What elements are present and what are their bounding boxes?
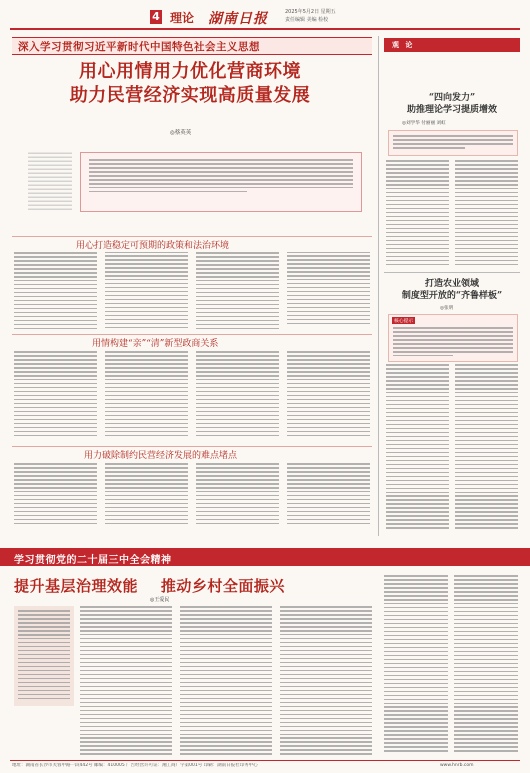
- second-banner-text: 学习贯彻党的二十届三中全会精神: [14, 555, 172, 566]
- right-divider: [384, 272, 520, 273]
- paper-logo: 湖南日报: [208, 11, 268, 27]
- page-number: 4: [152, 10, 160, 23]
- footer-text: 地址：湖南省长沙市芙蓉中路一段442号 邮编：410005 广告经营许可证：湘工商广字第001号 印刷：湖南日报社印务中心: [12, 763, 258, 768]
- footer-rule: [10, 760, 520, 761]
- second-title: 提升基层治理效能 推动乡村全面振兴: [14, 577, 285, 595]
- subheading-2: 用情构建“亲”“清”新型政商关系: [12, 334, 372, 347]
- body-text-block: [384, 575, 518, 758]
- intro-box: [80, 152, 362, 212]
- body-text-block: [386, 160, 518, 270]
- second-author: ◎王爱民: [150, 597, 170, 603]
- top-banner: [12, 37, 372, 55]
- masthead: [0, 0, 530, 36]
- right-title-2: 打造农业领域 制度型开放的“齐鲁样板”: [401, 279, 503, 301]
- main-title-line1: 用心用情用力优化营商环境: [79, 61, 301, 82]
- right-intro-box-1: [388, 130, 518, 156]
- body-text-block: [14, 463, 370, 529]
- date-info: 2025年5月2日 星期五: [285, 9, 336, 15]
- body-text-block: [80, 606, 372, 758]
- second-banner: [0, 548, 530, 566]
- subheading-3: 用力破除制约民营经济发展的难点堵点: [12, 446, 372, 459]
- body-text-block: [386, 364, 518, 534]
- masthead-rule: [10, 28, 520, 30]
- right-author-2: ◎张明: [440, 306, 454, 311]
- footer-url[interactable]: www.hnrb.com: [440, 763, 474, 768]
- intro-side-bar: [28, 152, 72, 210]
- right-label: 观 论: [392, 41, 415, 49]
- core-tip-box: [388, 314, 518, 362]
- section-name: 理论: [170, 11, 195, 25]
- core-tip-label: 核心提示: [394, 319, 414, 324]
- main-author: ◎蔡英英: [170, 130, 192, 136]
- main-title: [14, 60, 366, 108]
- right-author-1: ◎刘学华 付丽丽 刘虹: [402, 121, 446, 126]
- right-label-box: [384, 38, 520, 52]
- column-divider: [378, 36, 379, 536]
- banner-text: 深入学习贯彻习近平新时代中国特色社会主义思想: [18, 41, 260, 53]
- body-text-block: [14, 351, 370, 441]
- main-title-line2: 助力民营经济实现高质量发展: [69, 85, 311, 106]
- body-text-block: [14, 252, 370, 330]
- second-intro-box: [14, 606, 74, 706]
- subheading-1: 用心打造稳定可预期的政策和法治环境: [12, 236, 372, 249]
- editor-info: 责任编辑 美编 检校: [285, 17, 329, 23]
- right-title-1: “四向发力” 助推理论学习提质增效: [406, 93, 497, 115]
